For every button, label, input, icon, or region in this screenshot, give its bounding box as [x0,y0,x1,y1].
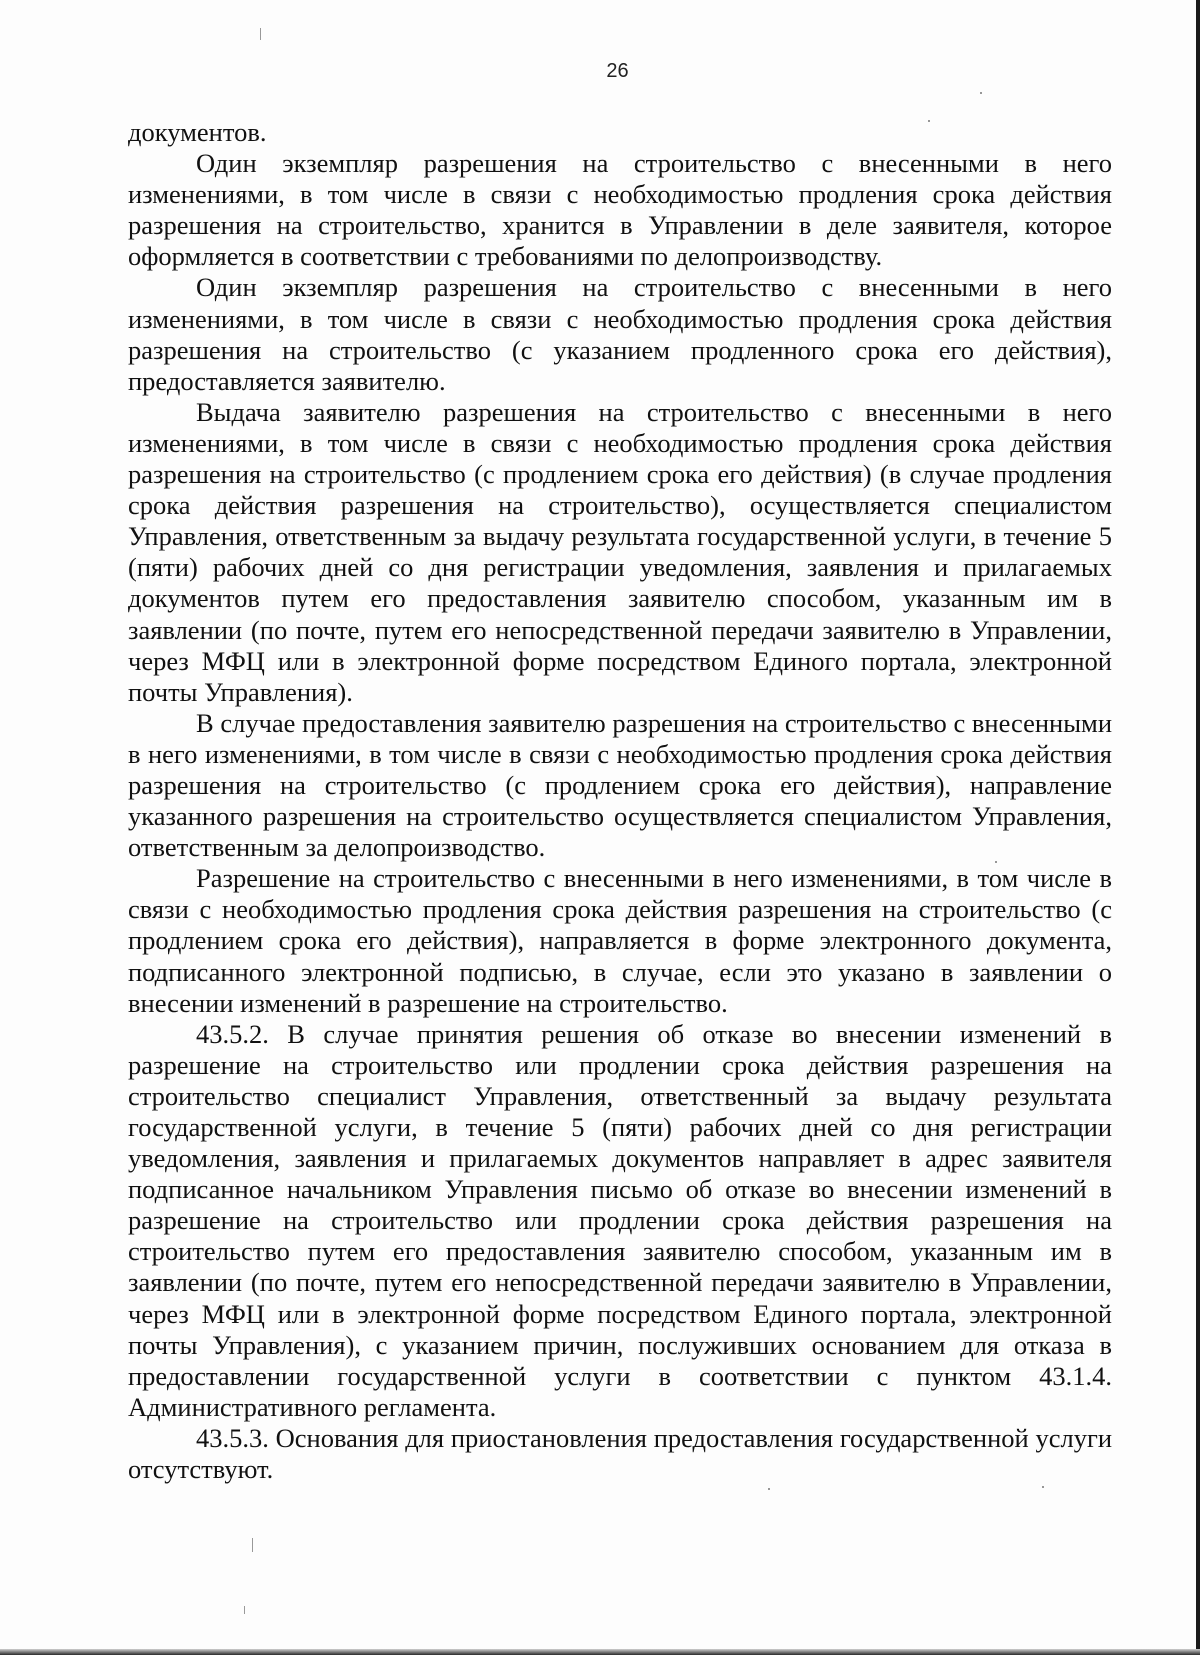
document-body [128,117,1112,1485]
scan-right-edge [1196,0,1200,1655]
scan-speck [980,92,982,94]
scan-speck [1042,1486,1044,1488]
paragraph-issuance: Выдача заявителю разрешения на строительство с внесенными в него изменениями, в том числе в связи с необходимостью продления срока действия разрешения на строительство (с продлением срока его действия) (в случае продления срока действия разрешения на строительство), осуществляется специалистом Управления, ответственным за выдачу результата государственной услуги, в течение 5 (пяти) рабочих дней со дня регистрации уведомления, заявления и прилагаемых документов путем его предоставления заявителю способом, указанным им в заявлении (по почте, путем его непосредственной передачи заявителю в Управлении, через МФЦ или в электронной форме посредством Единого портала, электронной почты Управления). [128,396,1112,707]
paragraph-copy-provided: Один экземпляр разрешения на строительство с внесенными в него изменениями, в том числе в связи с необходимостью продления срока действия разрешения на строительство (с указанием продленного срока его действия), предоставляется заявителю. [128,272,1112,396]
paragraph-43-5-2: 43.5.2. В случае принятия решения об отказе во внесении изменений в разрешение на строительство или продлении срока действия разрешения на строительство специалист Управления, ответственный за выдачу результата государственной услуги, в течение 5 (пяти) рабочих дней со дня регистрации уведомления, заявления и прилагаемых документов направляет в адрес заявителя подписанное начальником Управления письмо об отказе во внесении изменений в разрешение на строительство или продлении срока действия разрешения на строительство путем его предоставления заявителю способом, указанным им в заявлении (по почте, путем его непосредственной передачи заявителю в Управлении, через МФЦ или в электронной форме посредством Единого портала, электронной почты Управления), с указанием причин, послуживших основанием для отказа в предоставлении государственной услуги в соответствии с пунктом 43.1.4. Административного регламента. [128,1018,1112,1422]
scan-bottom-edge [0,1649,1200,1655]
scan-speck [928,120,930,122]
paragraph-continuation: документов. [128,117,267,147]
paragraph-electronic-form: Разрешение на строительство с внесенными в него изменениями, в том числе в связи с необходимостью продления срока действия разрешения на строительство (с продлением срока его действия), направляется в форме электронного документа, подписанного электронной подписью, в случае, если это указано в заявлении о внесении изменений в разрешение на строительство. [128,863,1112,1018]
scan-speck [768,1488,770,1490]
scan-speck [995,861,997,863]
paragraph-43-5-3: 43.5.3. Основания для приостановления предоставления государственной услуги отсутствуют. [128,1422,1112,1485]
page-number: 26 [606,60,629,82]
scan-mark [252,1538,253,1552]
paragraph-delivery: В случае предоставления заявителю разрешения на строительство с внесенными в него изменениями, в том числе в связи с необходимостью продления срока действия разрешения на строительство (с продлением срока его действия), направление указанного разрешения на строительство осуществляется специалистом Управления, ответственным за делопроизводство. [128,707,1112,863]
paragraph-copy-stored: Один экземпляр разрешения на строительство с внесенными в него изменениями, в том числе в связи с необходимостью продления срока действия разрешения на строительство, хранится в Управлении в деле заявителя, которое оформляется в соответствии с требованиями по делопроизводству. [128,148,1112,272]
scan-mark [260,28,261,40]
scan-mark [244,1606,245,1614]
